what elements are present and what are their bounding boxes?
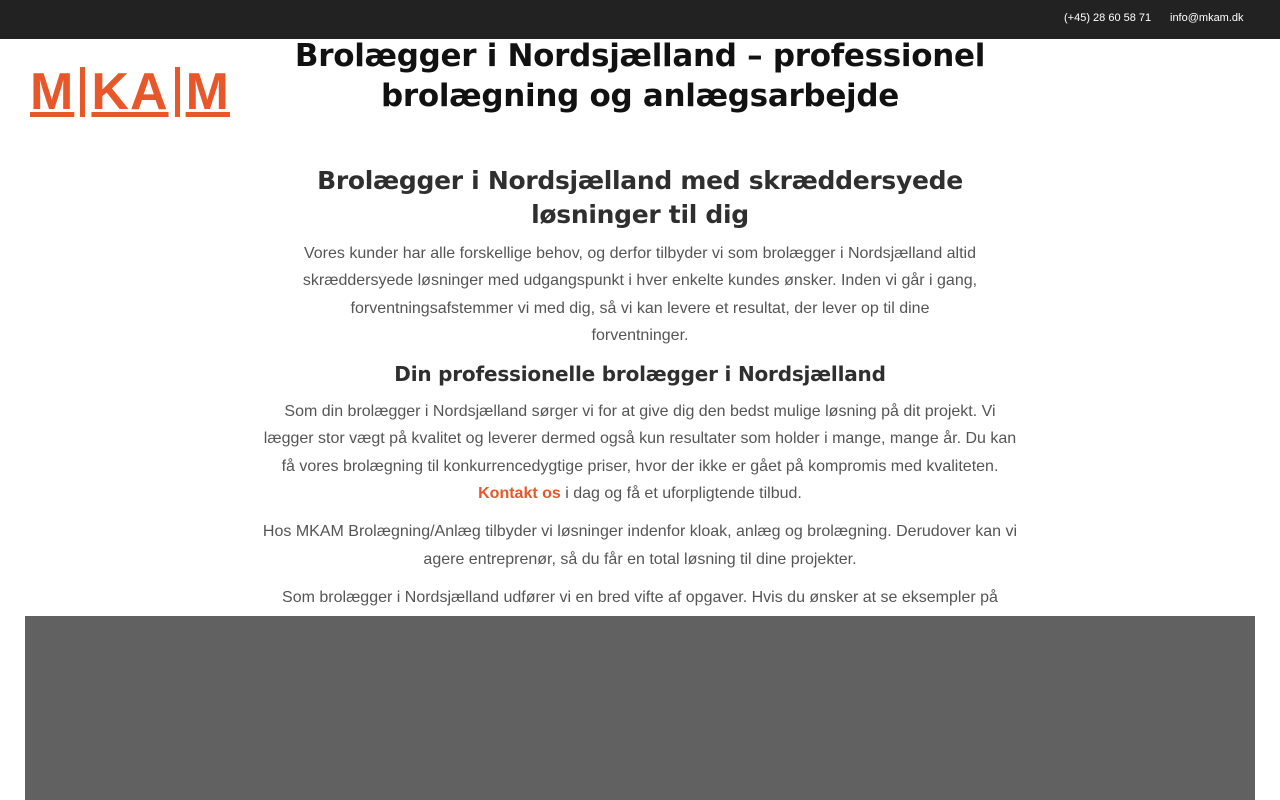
page-title: Brolægger i Nordsjælland – professionel brolægning og anlægsarbejde — [294, 38, 986, 114]
email-link[interactable]: info@mkam.dk — [1170, 12, 1244, 24]
quality-paragraph-tail: i dag og få et uforpligtende tilbud. — [560, 485, 802, 503]
services-paragraph: Hos MKAM Brolægning/Anlæg tilbyder vi løsninger indenfor kloak, anlæg og brolægning. Derudover kan vi agere entreprenør, så du får en total løsning til dine projekter. — [262, 523, 1018, 568]
logo-letter-m1: M — [30, 63, 75, 121]
main-content — [262, 164, 1018, 650]
contact-link[interactable]: Kontakt os — [478, 485, 561, 503]
examples-paragraph-text: Som brolægger i Nordsjælland udfører vi en bred vifte af opgaver. Hvis du ønsker at se eksempler på — [282, 588, 998, 606]
section-heading-custom-solutions: Brolægger i Nordsjælland med skræddersyede løsninger til dig — [317, 166, 963, 229]
site-logo[interactable] — [30, 63, 230, 121]
quality-paragraph — [262, 398, 1018, 507]
logo-divider — [80, 67, 85, 117]
section-heading-professional: Din professionelle brolægger i Nordsjælland — [394, 362, 886, 387]
intro-paragraph: Vores kunder har alle forskellige behov, og derfor tilbyder vi som brolægger i Nordsjælland altid skræddersyede løsninger med udgangspunkt i hver enkelte kundes ønsker. Inden vi går i gang, forventningsafstemmer vi med dig, så vi kan levere et resultat, der lever op til dine forventninger. — [302, 245, 978, 344]
hero-image-placeholder — [25, 616, 1255, 800]
top-contact-bar — [0, 0, 1280, 39]
logo-divider — [175, 67, 180, 117]
phone-link[interactable]: (+45) 28 60 58 71 — [1064, 12, 1152, 24]
logo-letter-m2: M — [185, 63, 230, 121]
logo-letter-ka: KA — [91, 63, 169, 121]
quality-paragraph-text: Som din brolægger i Nordsjælland sørger vi for at give dig den bedst mulige løsning på dit projekt. Vi lægger stor vægt på kvalitet og leverer dermed også kun resultater som holder i mange, mange år. Du kan få vores brolægning til konkurrencedygtige priser, hvor der ikke er gået på kompromis med kvaliteten. — [263, 403, 1017, 475]
